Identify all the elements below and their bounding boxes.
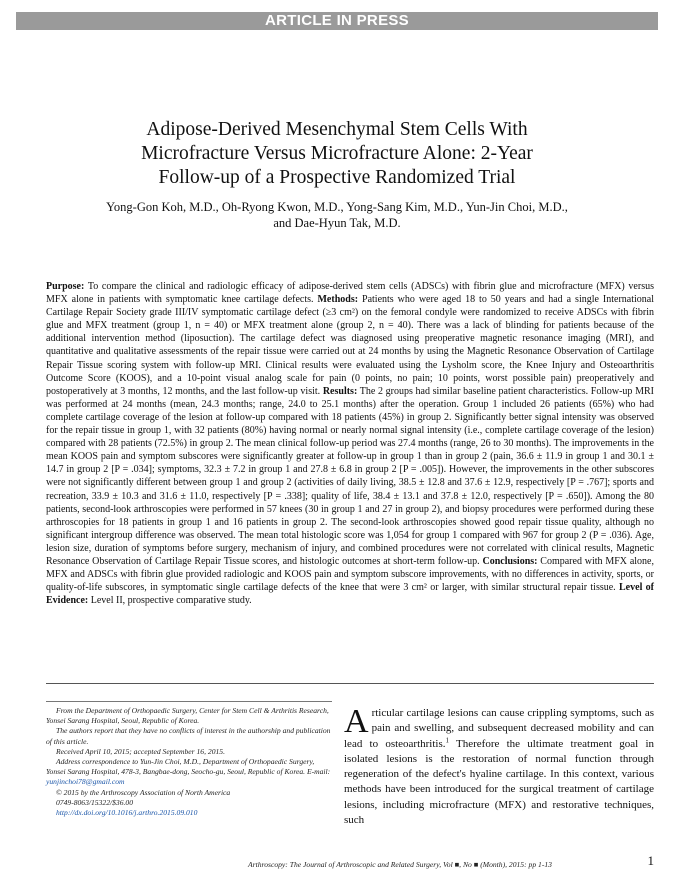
- footnote-copyright: © 2015 by the Arthroscopy Association of North America: [56, 787, 231, 797]
- page-number: 1: [647, 853, 654, 868]
- footnotes: [46, 701, 332, 818]
- running-footer: Arthroscopy: The Journal of Arthroscopic and Related Surgery, Vol ■, No ■ (Month), 2015: pp 1-13: [248, 860, 552, 869]
- footnote-affiliation: From the Department of Orthopaedic Surgery, Center for Stem Cell & Arthritis Research, Yonsei Sarang Hospital, Seoul, Republic of Korea.: [46, 706, 329, 726]
- email-link[interactable]: yunjinchoi78@gmail.com: [46, 777, 125, 787]
- abstract: [46, 280, 654, 607]
- address-text: Address correspondence to Yun-Jin Choi, M.D., Department of Orthopaedic Surgery, Yonsei Sarang Hospital, 478-3, Bangbae-dong, Seocho-gu, Seoul, Republic of Korea. E-mail:: [46, 757, 331, 777]
- level-of-evidence-text: Level II, prospective comparative study.: [90, 595, 252, 607]
- article-title: [40, 118, 634, 190]
- conclusions-text: Compared with MFX alone, MFX and ADSCs with fibrin glue provided radiologic and KOOS pain and symptom subscore improvements, with no differences in activity, sports, or quality-of-life subscores, in symptomatic single cartilage defects of the knee that were 3 cm² or larger, with similar structural repair tissue.: [46, 555, 654, 594]
- results-label: Results:: [322, 385, 358, 397]
- article-in-press-banner: ARTICLE IN PRESS: [16, 12, 658, 30]
- conclusions-label: Conclusions:: [482, 555, 538, 567]
- footnote-divider: [46, 701, 332, 702]
- footnote-received: Received April 10, 2015; accepted September 16, 2015.: [56, 746, 225, 756]
- footnote-address: [46, 757, 332, 788]
- author-list: [40, 199, 634, 231]
- footnote-issn: 0749-8063/15322/$36.00: [56, 797, 133, 807]
- author-line: Yong-Gon Koh, M.D., Oh-Ryong Kwon, M.D., Yong-Sang Kim, M.D., Yun-Jin Choi, M.D.,: [106, 200, 568, 214]
- abstract-divider: [46, 683, 654, 684]
- footnote-conflict: The authors report that they have no conflicts of interest in the authorship and publication of this article.: [46, 726, 331, 746]
- reference-1[interactable]: 1: [445, 735, 450, 744]
- introduction-text: [344, 703, 655, 828]
- level-of-evidence-label: Level of Evidence:: [46, 582, 655, 607]
- intro-text-part-2: Therefore the ultimate treatment goal in isolated lesions is the restoration of normal function through regeneration of the defect's hyaline cartilage. In this context, various methods have been introduced for the surgical treatment of cartilage lesions, including microfracture (MFX) and restorative techniques, such: [344, 737, 655, 827]
- purpose-label: Purpose:: [46, 281, 85, 292]
- title-line: Adipose-Derived Mesenchymal Stem Cells With: [146, 119, 528, 140]
- purpose-text: To compare the clinical and radiologic efficacy of adipose-derived stem cells (ADSCs) with fibrin glue and microfracture (MFX) versus MFX alone in patients with symptomatic knee cartilage defects.: [46, 281, 654, 306]
- title-line: Microfracture Versus Microfracture Alone: 2-Year: [141, 143, 533, 164]
- drop-cap: A: [344, 703, 369, 740]
- title-line: Follow-up of a Prospective Randomized Trial: [158, 167, 516, 188]
- methods-text: Patients who were aged 18 to 50 years and had a single International Cartilage Repair Society grade III/IV symptomatic cartilage defect (≥3 cm²) on the femoral condyle were randomized to receive ADSCs with fibrin glue and MFX treatment (group 1, n = 40) or MFX treatment alone (group 2, n = 40). There was a lack of blinding for patients because of the additional intervention method (liposuction). The cartilage defect was diagnosed using preoperative magnetic resonance imaging (MRI), and quantitative and qualitative assessments of the repair tissue were carried out at 24 months by using the Magnetic Resonance Observation of Cartilage Repair Tissue scoring system with follow-up MRI. Clinical results were evaluated using the Lysholm score, the Knee Injury and Osteoarthritis Outcome Score (KOOS), and a 10-point visual analog scale for pain (0 points, no pain; 10 points, worst possible pain) preoperatively and postoperatively at 3 months, 12 months, and the last follow-up visit.: [46, 294, 654, 397]
- methods-label: Methods:: [317, 294, 359, 306]
- intro-text-part-1: rticular cartilage lesions can cause crippling symptoms, such as pain and swelling, and subsequent decreased mobility and can lead to osteoarthritis.: [344, 707, 654, 750]
- doi-link[interactable]: http://dx.doi.org/10.1016/j.arthro.2015.09.010: [56, 808, 198, 818]
- results-text: The 2 groups had similar baseline patient characteristics. Follow-up MRI was performed at 24 months (mean, 24.3 months; range, 24.0 to 25.1 months) after the operation. Group 1 included 26 patients (65%) who had complete cartilage coverage of the lesion at follow-up compared with 18 patients (45%) in group 2. Significantly better signal intensity was observed for the repair tissue in group 1, with 32 patients (80%) having normal or nearly normal signal intensity (i.e., complete cartilage coverage of the lesion) compared with 28 patients (72.5%) in group 2. The mean clinical follow-up period was 27.4 months (range, 26 to 30 months). The improvements in the mean KOOS pain and symptom subscores were significantly greater at follow-up in group 1 than in group 2 (pain, 36.6 ± 11.9 in group 1 and 30.1 ± 14.7 in group 2 [P = .034]; symptoms, 32.3 ± 7.2 in group 1 and 27.8 ± 6.8 in group 2 [P = .005]). However, the improvements in the other subscores were not significantly different between group 1 and group 2 (activities of daily living, 38.5 ± 12.8 and 37.6 ± 12.9, respectively [P = .767]; sports and recreation, 33.9 ± 10.3 and 31.6 ± 11.0, respectively [P = .338]; quality of life, 38.4 ± 13.1 and 37.8 ± 12.0, respectively [P = .650]). Among the 80 patients, second-look arthroscopies were performed in 57 knees (30 in group 1 and 27 in group 2), and biopsy procedures were performed during these arthroscopies for 18 patients in group 1 and 16 patients in group 2. The second-look arthroscopies showed good repair tissue quality, although no significant intergroup difference was observed. The mean total histologic score was 1,054 for group 1 compared with 967 for group 2 (P = .036). Age, lesion size, duration of symptoms before surgery, mechanism of injury, and combined procedures were not correlated with clinical results, Magnetic Resonance Observation of Cartilage Repair Tissue scores, and histologic outcomes at short-term follow-up.: [46, 385, 654, 567]
- author-line: and Dae-Hyun Tak, M.D.: [273, 216, 401, 230]
